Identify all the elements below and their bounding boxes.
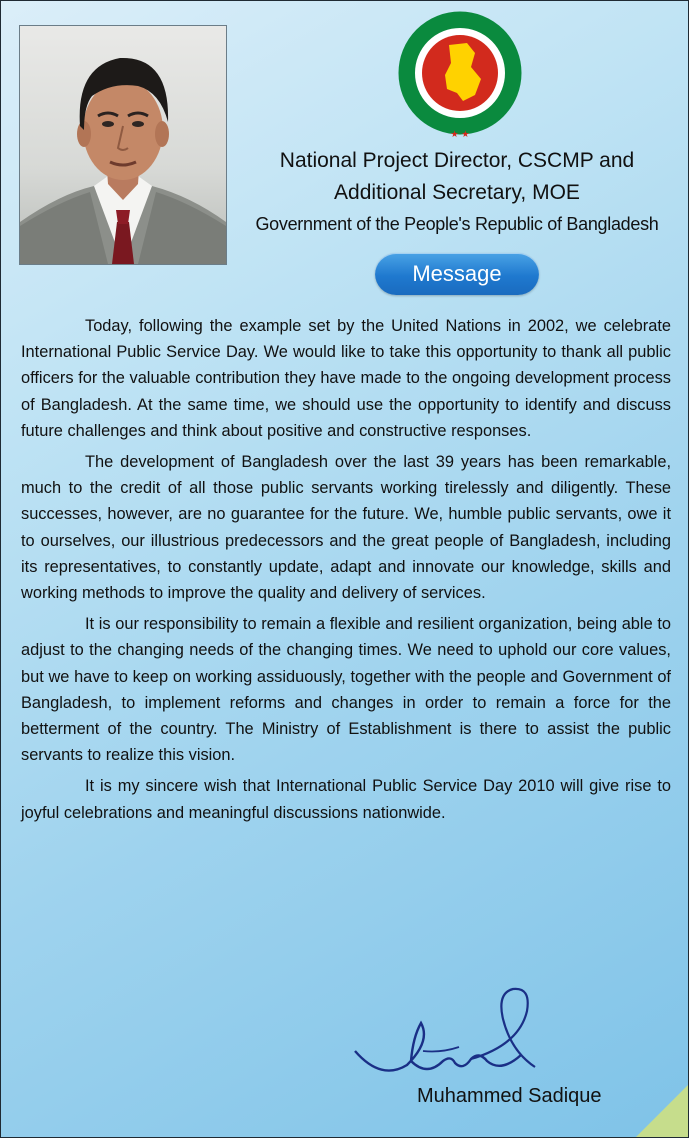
signatory-name: Muhammed Sadique <box>417 1085 602 1107</box>
message-body <box>21 313 671 831</box>
handwritten-signature-icon <box>351 981 551 1091</box>
paragraph-3: It is our responsibility to remain a flexible and resilient organization, being able to adjust to the changing needs of the changing times. We need to uphold our core values, but we have to keep on working assiduously, together with the people and Government of Bangladesh, to implement reforms and changes in order to remain a force for the betterment of the country. The Ministry of Establishment is there to assist the public servants to realize this vision. <box>21 615 671 765</box>
government-subtitle: Government of the People's Republic of Bangladesh <box>255 214 659 234</box>
page-title: National Project Director, CSCMP and <box>279 149 635 172</box>
message-button[interactable]: Message <box>375 253 539 295</box>
corner-decoration <box>636 1085 688 1137</box>
paragraph-4: It is my sincere wish that International Public Service Day 2010 will give rise to joyful celebrations and meaningful discussions nationwide. <box>21 777 671 822</box>
portrait-icon <box>20 26 226 264</box>
portrait-photo <box>19 25 227 265</box>
paragraph-2: The development of Bangladesh over the last 39 years has been remarkable, much to the credit of all those public servants working tirelessly and diligently. These successes, however, are no guarantee for the future. We, humble public servants, owe it to ourselves, our illustrious predecessors and the great people of Bangladesh, including its representatives, to constantly update, adapt and innovate our knowledge, skills and working methods to improve the quality and delivery of services. <box>21 453 671 603</box>
paragraph-1: Today, following the example set by the United Nations in 2002, we celebrate International Public Service Day. We would like to take this opportunity to thank all public officers for the valuable contribution they have made to the ongoing development process of Bangladesh. At the same time, we should use the opportunity to identify and discuss future challenges and think about positive and constructive responses. <box>21 317 671 440</box>
page-title-line2: Additional Secretary, MOE <box>334 181 580 204</box>
bangladesh-government-seal-icon <box>397 9 523 139</box>
seal-stars: ★ ★ <box>450 130 470 139</box>
